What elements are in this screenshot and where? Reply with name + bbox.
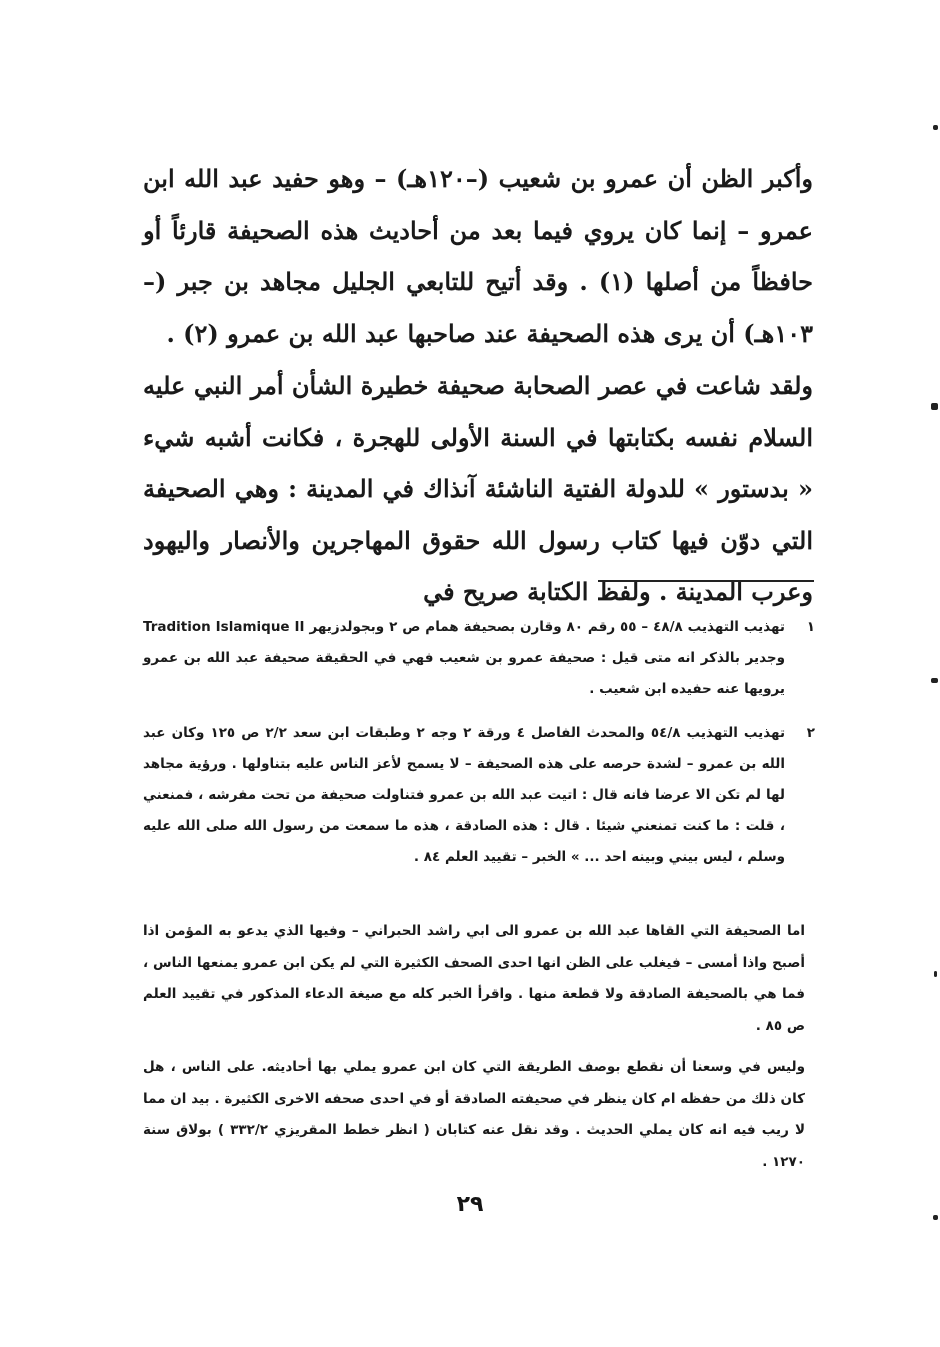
- footnote-text: وجدير بالذكر انه متى قيل : صحيفة عمرو بن شعيب فهي في الحقيقة صحيفة عبد الله بن عمرو يرويها عنه حفيده ابن شعيب .: [143, 650, 785, 697]
- body-paragraph-1: وأكبر الظن أن عمرو بن شعيب (–١٢٠هـ) – وهو حفيد عبد الله ابن عمرو – إنما كان يروي فيما بعد من أحاديث هذه الصحيفة قارئاً أو حافظاً من أصلها (١) . وقد أتيح للتابعي الجليل مجاهد بن جبر (–١٠٣هـ) أن يرى هذه الصحيفة عند صاحبها عبد الله بن عمرو (٢) .: [143, 164, 813, 348]
- footnote-1: [143, 612, 815, 708]
- footnote-2: [143, 718, 815, 908]
- body-paragraph-2: ولقد شاعت في عصر الصحابة صحيفة خطيرة الشأن أمر النبي عليه السلام نفسه بكتابتها في السنة الأولى للهجرة ، فكانت أشبه شيء « بدستور » للدولة الفتية الناشئة آنذاك في المدينة : وهي الصحيفة التي دوّن فيها كتاب رسول الله حقوق المهاجرين والأنصار واليهود وعرب المدينة . ولفظ الكتابة صريح في: [143, 371, 813, 606]
- scan-mark: [931, 678, 938, 683]
- footnote-text: تهذيب التهذيب ٤٨/٨ – ٥٥ رقم ٨٠ وقارن بصحيفة همام ص ٢ وبجولدزيهر: [309, 619, 785, 635]
- footnote-divider: [598, 580, 814, 582]
- footnote-2-continued-1: اما الصحيفة التي القاها عبد الله بن عمرو الى ابي راشد الحبراني – وفيها الذي يدعو به المؤمن اذا أصبح واذا أمسى – فيغلب على الظن انها احدى الصحف الكثيرة التي لم يكن ابن عمرو يمنعها الناس ، فما هي بالصحيفة الصادقة ولا قطعة منها . واقرأ الخبر كله مع صيغة الدعاء المذكور في تقييد العلم ص ٨٥ .: [143, 923, 805, 1034]
- scan-mark: [931, 403, 938, 410]
- footnote-text: تهذيب التهذيب ٥٤/٨ والمحدث الفاصل ٤ ورقة ٢ وجه ٢ وطبقات ابن سعد ٢/٢ ص ١٢٥ وكان عبد الله بن عمرو – لشدة حرصه على هذه الصحيفة – لا يسمح لأعز الناس عليه بتناولها . ورؤية مجاهد لها لم تكن الا عرضا فانه قال : اتيت عبد الله بن عمرو فتناولت صحيفة من تحت مفرشه ، فمنعني ، قلت : ما كنت تمنعني شيئا . قال : هذه الصادقة ، هذه ما سمعت من رسول الله صلى الله عليه وسلم ، ليس بيني وبينه احد ... » الخبر – تقييد العلم ٨٤ .: [143, 725, 786, 865]
- scan-mark: [933, 1215, 938, 1220]
- footnote-number: ١: [806, 619, 815, 635]
- footnote-2-continued-2: وليس في وسعنا أن نقطع بوصف الطريقة التي كان ابن عمرو يملي بها أحاديثه. على الناس ، هل كان ذلك من حفظه ام كان ينظر في صحيفته الصادقة أو في احدى صحفه الاخرى الكثيرة . بيد ان مما لا ريب فيه انه كان يملي الحديث . وقد نقل عنه كتابان ( انظر خطط المقريزي ٣٣٢/٢ ) بولاق سنة ١٢٧٠ .: [143, 1059, 805, 1170]
- footnote-number: ٢: [806, 725, 815, 741]
- footnote-latin-reference: Tradition Islamique II: [143, 619, 305, 635]
- scan-mark: [933, 125, 938, 130]
- page-number: ٢٩: [456, 1192, 484, 1217]
- scan-mark: [934, 971, 937, 977]
- footnotes-section: [143, 612, 815, 1178]
